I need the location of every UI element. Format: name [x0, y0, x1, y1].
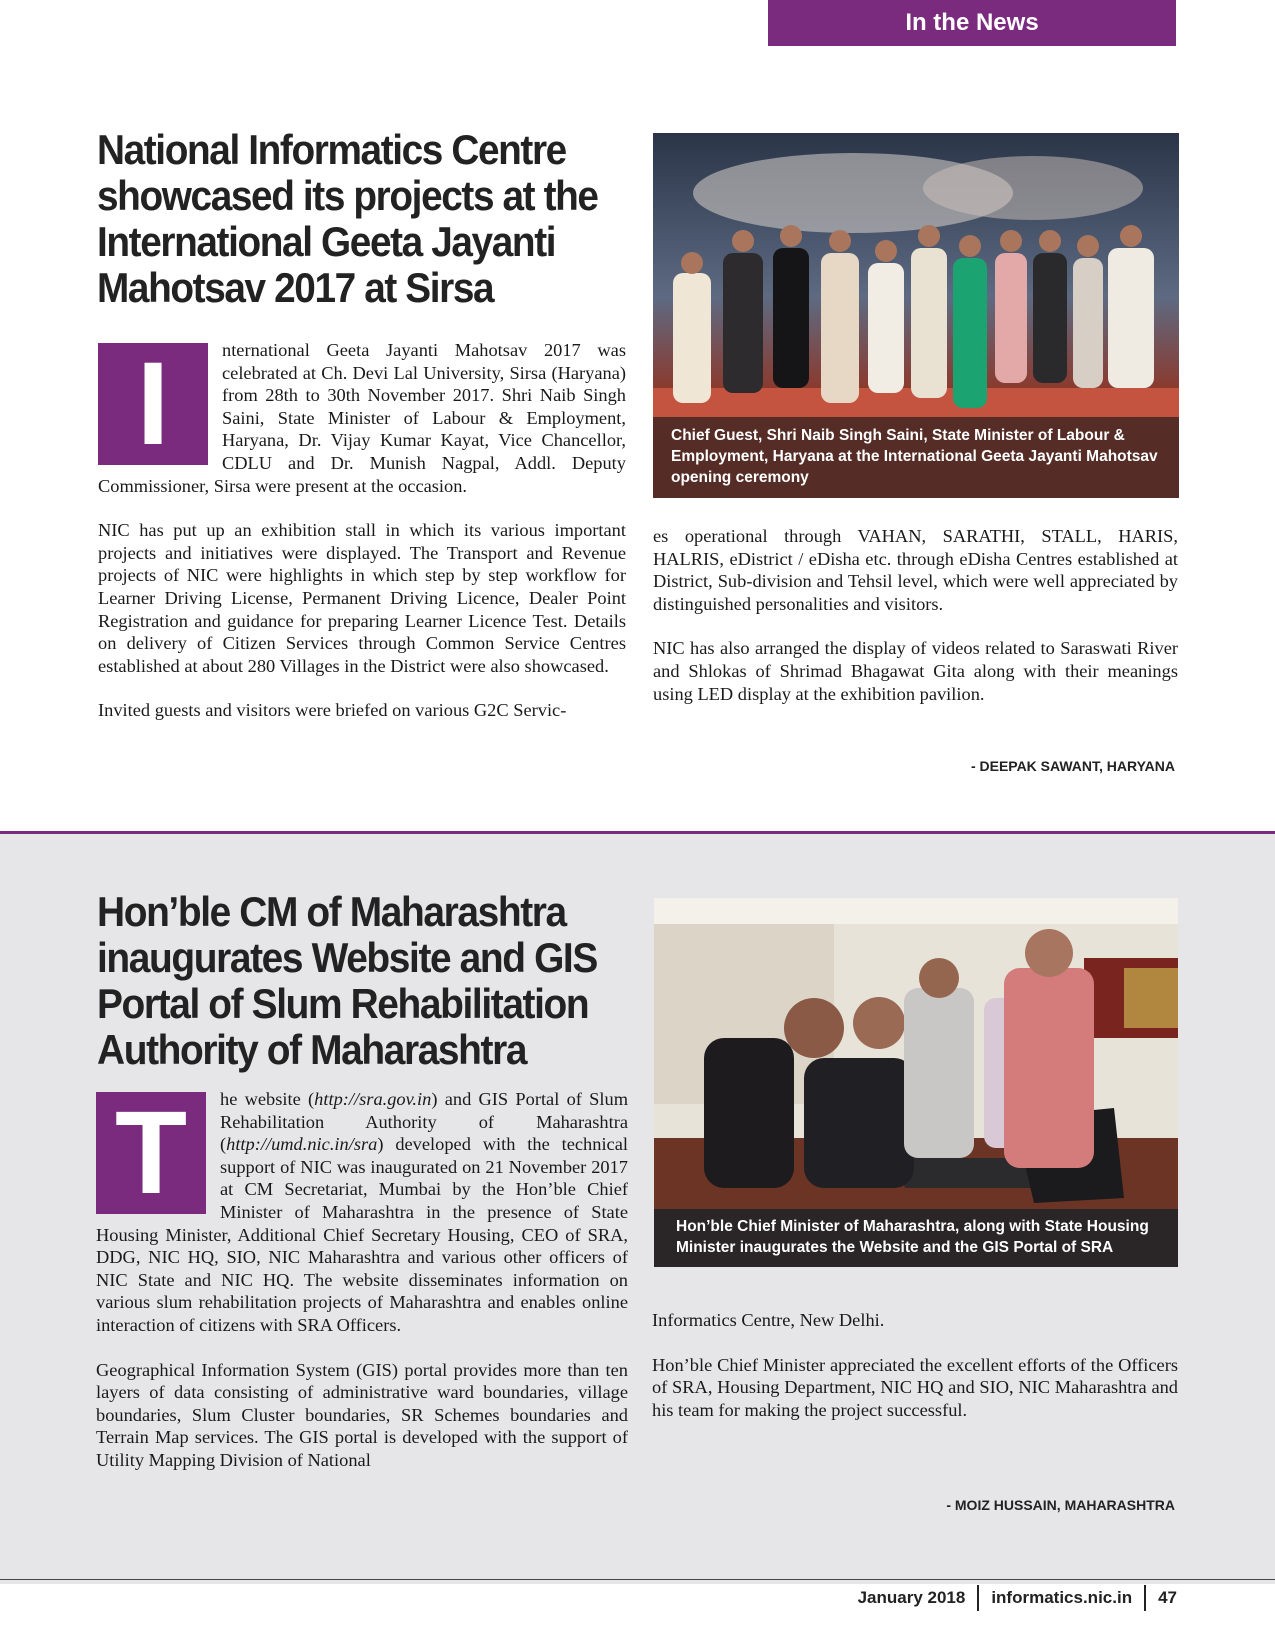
article2-byline: - MOIZ HUSSAIN, MAHARASHTRA: [946, 1497, 1175, 1513]
article1-dropcap: I: [98, 343, 208, 465]
article1-left-column: [98, 339, 626, 744]
article1-photo-caption: Chief Guest, Shri Naib Singh Saini, State Minister of Labour & Employment, Haryana at the International Geeta Jayanti Mahotsav opening ceremony: [653, 417, 1179, 498]
article2-text: ) developed with the technical support of NIC was inaugurated on 21 November 2017 at CM Secretariat, Mumbai by the Hon’ble Chief Minister of Maharashtra in the presence of State Housing Minister, Additional Chief Secretary Housing, CEO of SRA, DDG, NIC HQ, SIO, NIC Maharashtra and various other officers of NIC State and NIC HQ. The website disseminates information on various slum rehabilitation projects of Maharashtra and enables online interaction of citizens with SRA Officers.: [96, 1134, 628, 1335]
footer-date: January 2018: [857, 1588, 966, 1607]
article1-title: [97, 127, 598, 311]
article2-paragraph: Geographical Information System (GIS) portal provides more than ten layers of data consisting of administrative ward boundaries, village boundaries, Slum Cluster boundaries, SR Schemes boundaries and Terrain Map services. The GIS portal is developed with the support of Utility Mapping Division of National: [96, 1359, 628, 1470]
umd-portal-link[interactable]: http://umd.nic.in/sra: [226, 1134, 378, 1155]
article1-title-line: showcased its projects at the: [97, 172, 598, 219]
article1-title-line: International Geeta Jayanti: [97, 218, 556, 265]
article2-dropcap: T: [96, 1092, 206, 1214]
article1-title-line: National Informatics Centre: [97, 126, 566, 173]
footer-separator: [1144, 1585, 1146, 1611]
article1-paragraph: nternational Geeta Jayanti Mahotsav 2017 was celebrated at Ch. Devi Lal University, Sirsa (Haryana) from 28th to 30th November 2017. Shri Naib Singh Saini, State Minister of Labour & Employment, Haryana, Dr. Vijay Kumar Kayat, Vice Chancellor, CDLU and Dr. Munish Nagpal, Addl. Deputy Commissioner, Sirsa were present at the occasion.: [98, 340, 626, 496]
article1-title-line: Mahotsav 2017 at Sirsa: [97, 264, 494, 311]
article2-paragraph: Informatics Centre, New Delhi.: [652, 1310, 885, 1330]
article2-title-line: Authority of Maharashtra: [97, 1026, 527, 1073]
footer-separator: [977, 1585, 979, 1611]
article2-paragraph: Hon’ble Chief Minister appreciated the excellent efforts of the Officers of SRA, Housing Department, NIC HQ and SIO, NIC Maharashtra and his team for making the project successful.: [652, 1354, 1178, 1420]
article2-title-line: Portal of Slum Rehabilitation: [97, 980, 589, 1027]
article1-paragraph: Invited guests and visitors were briefed on various G2C Servic-: [98, 700, 567, 721]
article1-photo: [653, 133, 1179, 498]
article2-photo: [654, 898, 1178, 1267]
article2-title-line: inaugurates Website and GIS: [97, 934, 597, 981]
article2-title-line: Hon’ble CM of Maharashtra: [97, 888, 566, 935]
footer-site[interactable]: informatics.nic.in: [991, 1588, 1133, 1607]
article1-right-column: [653, 525, 1178, 727]
article1-paragraph: NIC has put up an exhibition stall in which its various important projects and initiatives were displayed. The Transport and Revenue projects of NIC were highlights in which step by step workflow for Learner Driving License, Permanent Driving Licence, Dealer Point Registration and guidance for preparing Learner Licence Test. Details on delivery of Citizen Services through Common Service Centres established at about 280 Villages in the District were also showcased.: [98, 520, 626, 676]
article2-text: ) and GIS Portal of Slum Rehabilitation Authority of Maharashtra (: [220, 1089, 628, 1155]
article1-paragraph: es operational through VAHAN, SARATHI, STALL, HARIS, HALRIS, eDistrict / eDisha etc. through eDisha Centres established at District, Sub-division and Tehsil level, which were well appreciated by distinguished personalities and visitors.: [653, 526, 1178, 614]
page-footer: [858, 1583, 1177, 1613]
article2-right-column: [652, 1309, 1178, 1443]
section-tab: In the News: [768, 0, 1176, 46]
article1-byline: - DEEPAK SAWANT, HARYANA: [970, 758, 1175, 774]
footer-rule: [0, 1579, 1275, 1580]
article2-left-column: [96, 1088, 628, 1494]
article2-text: he website (: [220, 1089, 315, 1109]
article2-title: [97, 889, 597, 1073]
article2-photo-caption: Hon’ble Chief Minister of Maharashtra, along with State Housing Minister inaugurates the Website and the GIS Portal of SRA: [654, 1209, 1178, 1267]
article1-paragraph: NIC has also arranged the display of videos related to Saraswati River and Shlokas of Shrimad Bhagawat Gita along with their meanings using LED display at the exhibition pavilion.: [653, 638, 1178, 704]
sra-website-link[interactable]: http://sra.gov.in: [314, 1089, 432, 1109]
page-number: 47: [1158, 1588, 1177, 1607]
